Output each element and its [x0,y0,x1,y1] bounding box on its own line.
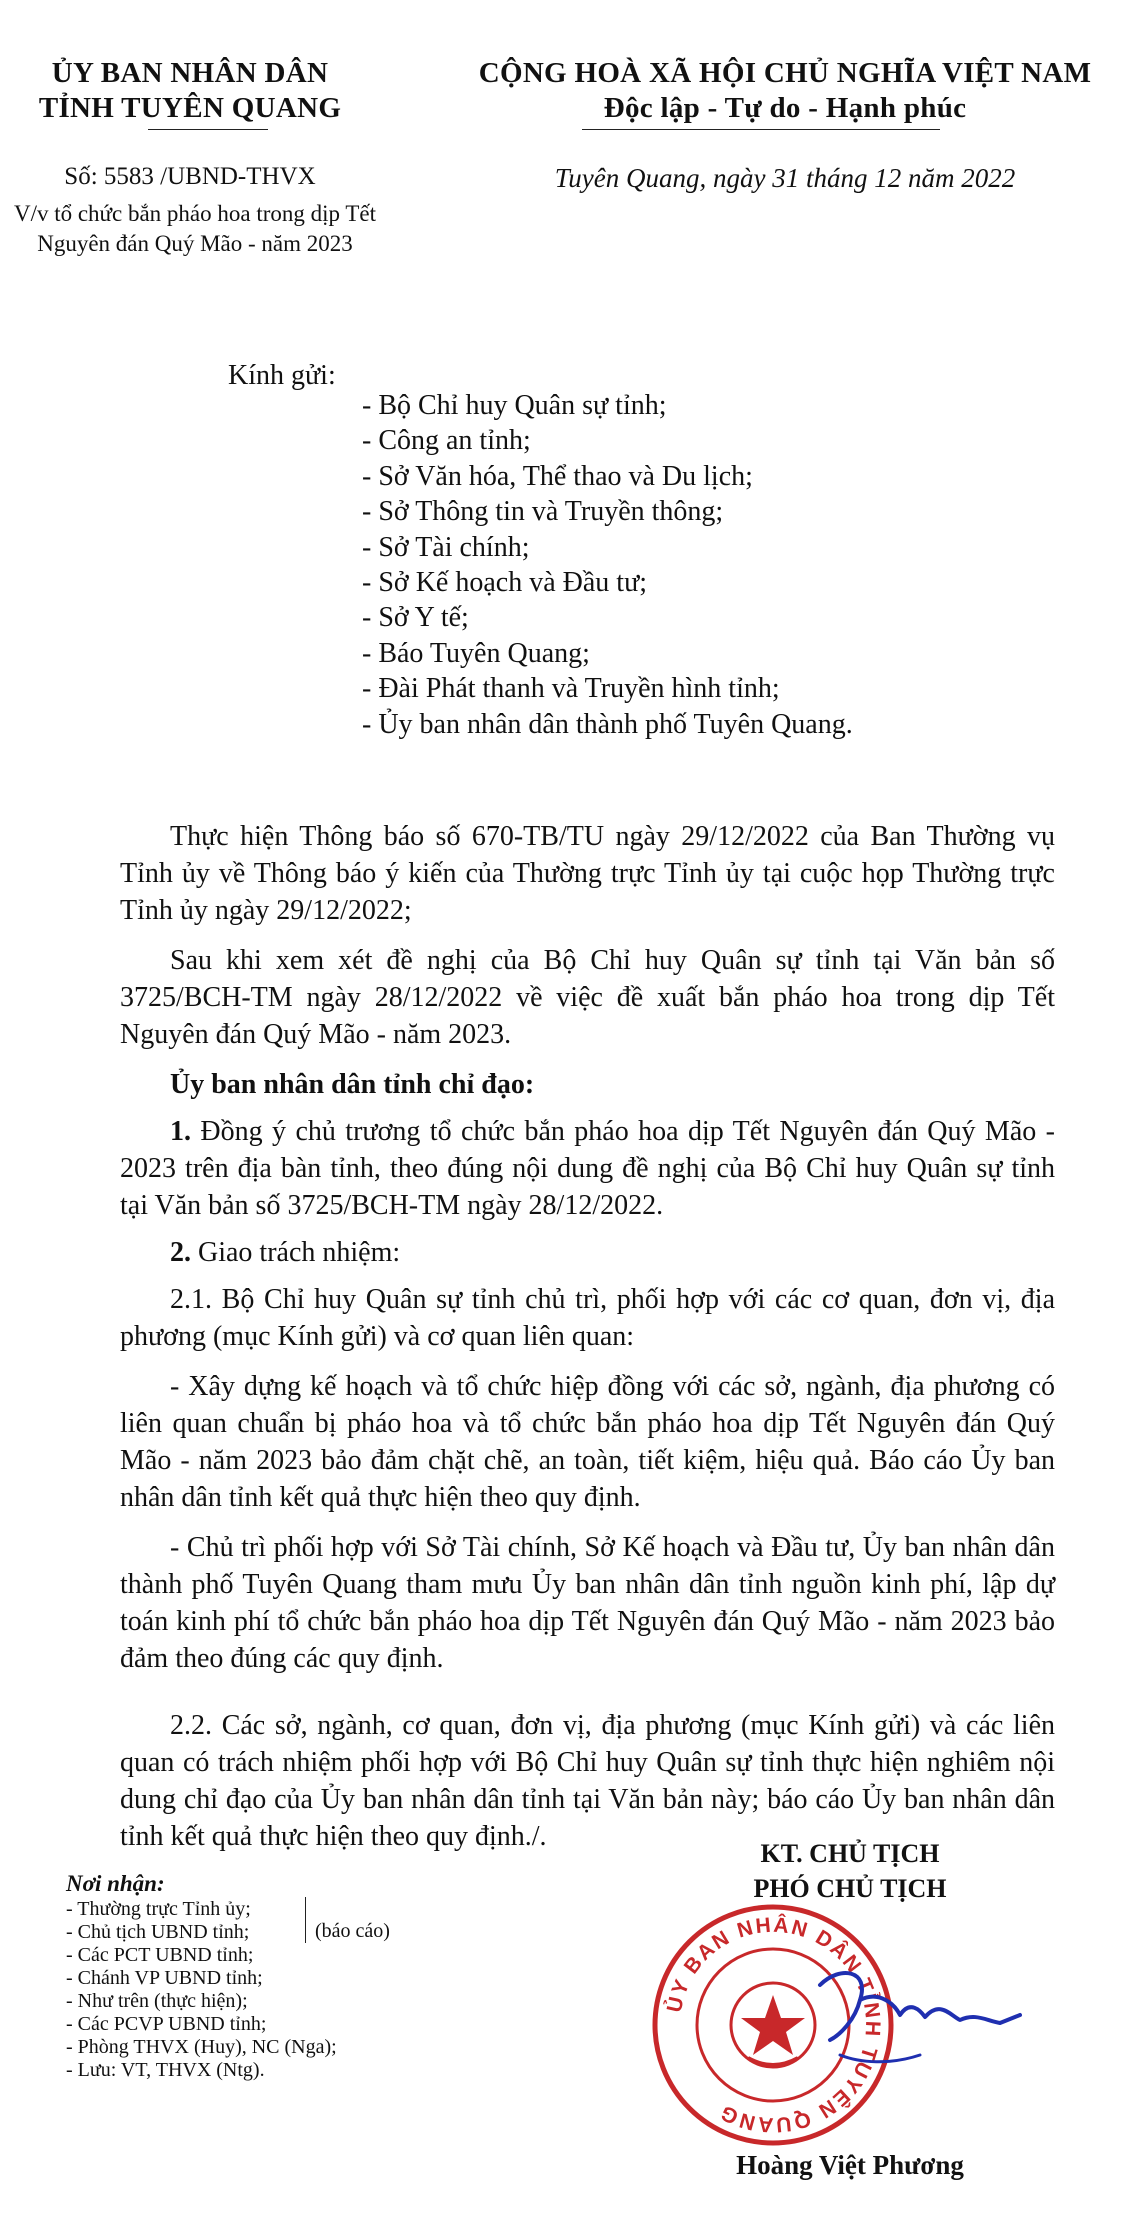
distribution-item: - Lưu: VT, THVX (Ntg). [66,2059,265,2081]
report-note: (báo cáo) [315,1920,390,1942]
org-line2: TỈNH TUYÊN QUANG [38,92,342,124]
recipient-item: - Ủy ban nhân dân thành phố Tuyên Quang. [362,708,853,740]
letter-body [120,818,1055,1855]
nation-line2: Độc lập - Tự do - Hạnh phúc [603,92,967,124]
distribution-label: Nơi nhận: [66,1871,165,1896]
directive-item-2-2: 2.2. Các sở, ngành, cơ quan, đơn vị, địa phương (mục Kính gửi) và các liên quan có trách nhiệm phối hợp với Bộ Chỉ huy Quân sự tỉnh thực hiện nghiêm nội dung chỉ đạo của Ủy ban nhân dân tỉnh tại Văn bản này; báo cáo Ủy ban nhân dân tỉnh kết quả thực hiện theo quy định./. [120,1710,1055,1852]
distribution-block [66,1870,466,2082]
recipient-item: - Sở Y tế; [362,602,469,634]
directive-item-2 [120,1234,1055,1271]
directive-item-2-1: 2.1. Bộ Chỉ huy Quân sự tỉnh chủ trì, phối hợp với các cơ quan, đơn vị, địa phương (mục Kính gửi) và cơ quan liên quan: [120,1284,1055,1352]
signer-titles [700,1836,1000,1906]
nation-line1: CỘNG HOÀ XÃ HỘI CHỦ NGHĨA VIỆT NAM [478,57,1092,89]
document-number: Số: 5583 /UBND-THVX [64,163,316,190]
directive-heading: Ủy ban nhân dân tỉnh chỉ đạo: [170,1069,535,1100]
recipient-list [362,388,853,742]
subject-line1: V/v tổ chức bắn pháo hoa trong dịp Tết [13,201,377,226]
distribution-item: - Như trên (thực hiện); [66,1990,248,2012]
recipients-label: Kính gửi: [228,360,336,391]
recipient-item: - Đài Phát thanh và Truyền hình tỉnh; [362,673,780,705]
directive-item-2-1-a: - Xây dựng kế hoạch và tổ chức hiệp đồng với các sở, ngành, địa phương có liên quan chuẩn bị pháo hoa và tổ chức bắn pháo hoa dịp Tết Nguyên đán Quý Mão - năm 2023 bảo đảm chặt chẽ, an toàn, tiết kiệm, hiệu quả. Báo cáo Ủy ban nhân dân tỉnh kết quả thực hiện theo quy định. [120,1371,1055,1513]
distribution-item: - Phòng THVX (Huy), NC (Nga); [66,2036,337,2058]
recipient-item: - Sở Văn hóa, Thể thao và Du lịch; [362,460,753,492]
directive-item-2-1-b: - Chủ trì phối hợp với Sở Tài chính, Sở Kế hoạch và Đầu tư, Ủy ban nhân dân thành phố Tuyên Quang tham mưu Ủy ban nhân dân tỉnh nguồn kinh phí, lập dự toán kinh phí tổ chức bắn pháo hoa dịp Tết Nguyên đán Quý Mão - năm 2023 bảo đảm theo đúng các quy định. [120,1532,1055,1674]
document-subject [0,199,390,259]
signer-name: Hoàng Việt Phương [736,2150,964,2180]
signer-title-1: KT. CHỦ TỊCH [760,1839,940,1868]
place-date: Tuyên Quang, ngày 31 tháng 12 năm 2022 [554,163,1016,193]
national-title [455,56,1115,126]
distribution-item: - Thường trực Tỉnh ủy; [66,1898,251,1920]
recipient-item: - Báo Tuyên Quang; [362,637,590,669]
handwritten-signature [800,1945,1040,2085]
signature-stroke [820,1973,1020,2040]
item2-number: 2. [170,1237,191,1268]
item2-text: Giao trách nhiệm: [191,1237,401,1268]
subject-line2: Nguyên đán Quý Mão - năm 2023 [37,231,353,256]
org-underline [148,129,268,130]
recipient-item: - Công an tỉnh; [362,425,531,457]
distribution-item: - Các PCT UBND tỉnh; [66,1944,254,1966]
recipient-item: - Sở Kế hoạch và Đầu tư; [362,567,648,599]
emblem-star-icon [741,1995,805,2055]
item1-number: 1. [170,1116,191,1147]
report-bracket [305,1897,306,1943]
paragraph-basis: Thực hiện Thông báo số 670-TB/TU ngày 29/12/2022 của Ban Thường vụ Tỉnh ủy về Thông báo ý kiến của Thường trực Tỉnh ủy tại cuộc họp Thường trực Tỉnh ủy ngày 29/12/2022; [120,821,1055,926]
distribution-item: - Chủ tịch UBND tỉnh; [66,1921,250,1943]
item1-text: Đồng ý chủ trương tổ chức bắn pháo hoa dịp Tết Nguyên đán Quý Mão - 2023 trên địa bàn tỉnh, theo đúng nội dung đề nghị của Bộ Chỉ huy Quân sự tỉnh tại Văn bản số 3725/BCH-TM ngày 28/12/2022. [120,1116,1055,1221]
signer-title-2: PHÓ CHỦ TỊCH [753,1874,947,1903]
paragraph-consideration: Sau khi xem xét đề nghị của Bộ Chỉ huy Quân sự tỉnh tại Văn bản số 3725/BCH-TM ngày 28/12/2022 về việc đề xuất bắn pháo hoa trong dịp Tết Nguyên đán Quý Mão - năm 2023. [120,945,1055,1050]
recipient-item: - Sở Thông tin và Truyền thông; [362,496,724,528]
recipient-item: - Sở Tài chính; [362,531,530,563]
motto-underline [582,129,940,130]
org-line1: ỦY BAN NHÂN DÂN [51,57,329,89]
recipient-item: - Bộ Chỉ huy Quân sự tỉnh; [362,390,667,421]
directive-item-1 [120,1113,1055,1224]
distribution-item: - Các PCVP UBND tỉnh; [66,2013,267,2035]
issuing-authority [30,56,350,126]
distribution-item: - Chánh VP UBND tỉnh; [66,1967,263,1989]
seal-text-path: ỦY BAN NHÂN DÂN TỈNH TUYÊN QUANG [662,1913,885,2137]
signature-tail [840,2055,920,2062]
